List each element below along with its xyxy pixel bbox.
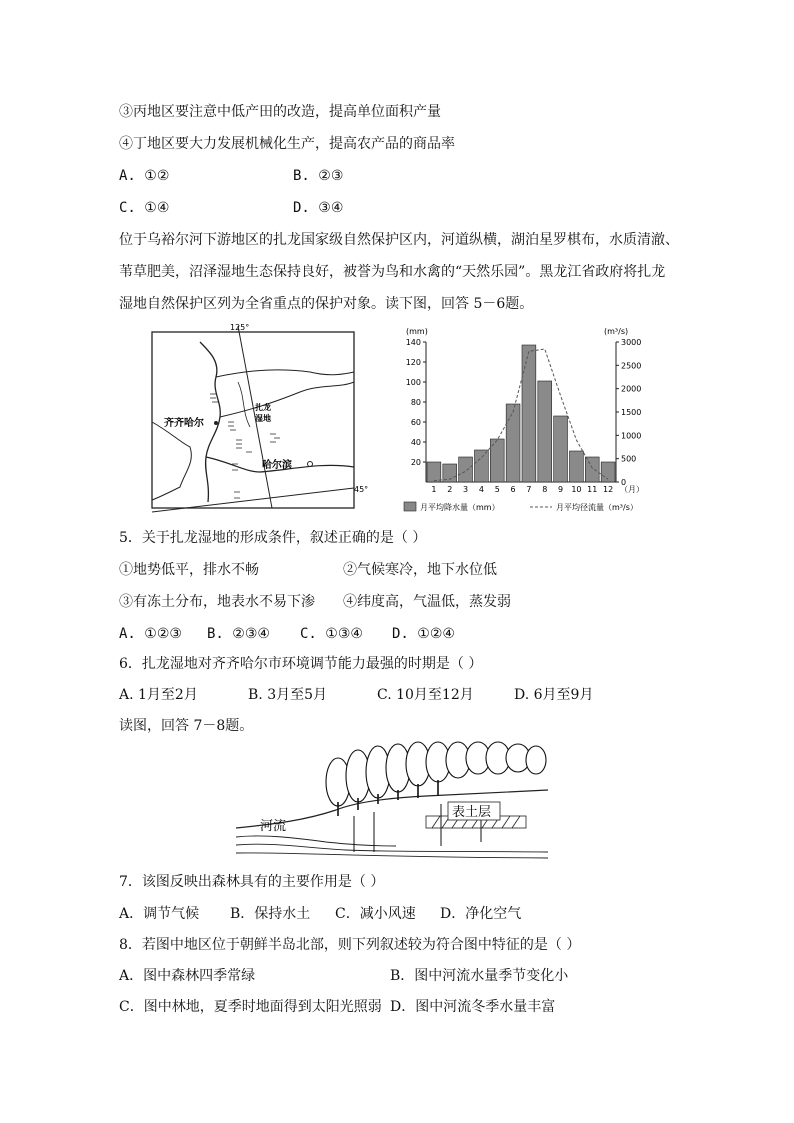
right-tick-label: 0 <box>621 478 627 487</box>
precip-bar-9 <box>554 416 568 482</box>
q4-option-c: C. ①④ <box>119 200 170 216</box>
q8-stem: 8．若图中地区位于朝鲜半岛北部，则下列叙述较为符合图中特征的是（ ） <box>119 937 581 953</box>
q5-statement-1: ①地势低平，排水不畅 <box>119 562 259 578</box>
q4-item-4: ④丁地区要大力发展机械化生产，提高农产品的商品率 <box>119 136 455 152</box>
right-tick-label: 2000 <box>621 384 642 394</box>
x-tick-label: 6 <box>510 485 516 494</box>
x-tick-label: 8 <box>542 485 548 494</box>
q6-option-b: B. 3月至5月 <box>248 687 328 703</box>
q5-option-a: A. ①②③ <box>119 626 182 642</box>
precip-bar-11 <box>585 457 599 482</box>
q5-stem: 5．关于扎龙湿地的形成条件，叙述正确的是（ ） <box>119 530 427 546</box>
right-tick-label: 1000 <box>621 431 642 441</box>
intro-7-8: 读图，回答 7－8题。 <box>119 718 254 734</box>
q5-option-c: C. ①③④ <box>300 626 363 642</box>
q5-option-d: D. ①②④ <box>392 626 455 642</box>
q4-option-b: B. ②③ <box>293 168 344 184</box>
left-tick-label: 140 <box>405 338 421 347</box>
left-tick-label: 100 <box>405 378 421 387</box>
q6-stem: 6．扎龙湿地对齐齐哈尔市环境调节能力最强的时期是（ ） <box>119 656 483 672</box>
intro-5-6-line3: 湿地自然保护区列为全省重点的保护对象。读下图，回答 5－6题。 <box>119 296 534 312</box>
q8-option-d: D．图中河流冬季水量丰富 <box>390 999 556 1015</box>
right-tick-label: 2500 <box>621 361 642 371</box>
q4-option-a: A. ①② <box>119 168 170 184</box>
precip-bar-6 <box>506 404 520 482</box>
river-water <box>236 836 548 858</box>
right-tick-label: 1500 <box>621 408 642 417</box>
forest-soil-figure <box>236 742 548 860</box>
q7-option-a: A．调节气候 <box>119 906 200 922</box>
q5-option-b: B. ②③④ <box>207 626 270 642</box>
precip-bar-3 <box>459 457 473 482</box>
zhalong-label-2: 湿地 <box>255 414 271 423</box>
intro-5-6-line2: 苇草肥美，沼泽湿地生态保持良好，被誉为鸟和水禽的“天然乐园”。黑龙江省政府将扎龙 <box>119 264 666 280</box>
q5-statement-2: ②气候寒冷，地下水位低 <box>343 562 497 578</box>
x-tick-label: 11 <box>587 485 598 494</box>
x-tick-label: 9 <box>558 485 564 494</box>
precip-runoff-chart <box>392 322 662 522</box>
left-tick-label: 20 <box>410 458 421 467</box>
topsoil-label: 表土层 <box>452 805 492 820</box>
q7-option-d: D．净化空气 <box>440 906 522 922</box>
x-tick-label: 5 <box>494 485 500 494</box>
q4-option-d: D. ③④ <box>293 200 344 216</box>
city-harbin-label: 哈尔滨 <box>262 460 292 471</box>
x-unit-label: （月） <box>620 485 644 494</box>
x-tick-label: 4 <box>478 485 484 494</box>
left-tick-label: 120 <box>405 358 421 367</box>
left-axis-unit: (mm) <box>406 327 428 336</box>
forest-canopy <box>326 742 546 806</box>
legend-bar-label: 月平均降水量（mm） <box>420 503 500 512</box>
longitude-label: 125° <box>230 323 250 332</box>
x-tick-label: 3 <box>463 485 469 494</box>
left-tick-label: 40 <box>410 438 421 447</box>
zhalong-map <box>150 322 369 512</box>
precip-bar-7 <box>522 345 536 482</box>
river-label: 河流 <box>260 819 287 834</box>
x-tick-label: 12 <box>602 485 614 494</box>
x-tick-label: 10 <box>571 485 582 494</box>
q8-option-b: B．图中河流水量季节变化小 <box>390 968 569 984</box>
legend-bar-swatch <box>404 502 416 511</box>
q5-statement-3: ③有冻土分布，地表水不易下渗 <box>119 594 315 610</box>
right-tick-label: 500 <box>621 454 637 464</box>
q6-option-d: D. 6月至9月 <box>514 687 594 703</box>
x-tick-label: 2 <box>447 485 453 494</box>
city-qiqihar-label: 齐齐哈尔 <box>164 418 204 429</box>
q5-statement-4: ④纬度高，气温低，蒸发弱 <box>343 594 511 610</box>
zhalong-label-1: 扎龙 <box>255 403 271 412</box>
intro-5-6-line1: 位于乌裕尔河下游地区的扎龙国家级自然保护区内，河道纵横，湖泊星罗棋布，水质清澈、 <box>119 232 679 248</box>
q7-option-c: C．减小风速 <box>335 906 416 922</box>
city-qiqihar-dot <box>214 421 218 425</box>
precip-bar-1 <box>427 462 441 482</box>
precip-bar-8 <box>538 381 552 482</box>
q8-option-c: C．图中林地，夏季时地面得到太阳光照弱 <box>119 999 382 1015</box>
right-tick-label: 3000 <box>621 338 642 347</box>
q8-option-a: A．图中森林四季常绿 <box>119 968 256 984</box>
right-axis-unit: (m³/s) <box>604 327 629 336</box>
q7-option-b: B．保持水土 <box>230 906 311 922</box>
q6-option-c: C. 10月至12月 <box>377 687 474 703</box>
left-tick-label: 60 <box>410 418 421 427</box>
latitude-label: 45° <box>354 485 369 494</box>
x-tick-label: 7 <box>526 485 532 494</box>
x-tick-label: 1 <box>431 485 437 494</box>
q7-stem: 7．该图反映出森林具有的主要作用是（ ） <box>119 874 385 890</box>
precip-bar-10 <box>570 451 584 482</box>
precip-bar-4 <box>475 450 489 482</box>
q6-option-a: A. 1月至2月 <box>119 687 198 703</box>
q4-item-3: ③丙地区要注意中低产田的改造，提高单位面积产量 <box>119 104 441 120</box>
legend-line-label: 月平均径流量（m³/s） <box>556 503 638 512</box>
left-tick-label: 80 <box>410 398 421 407</box>
